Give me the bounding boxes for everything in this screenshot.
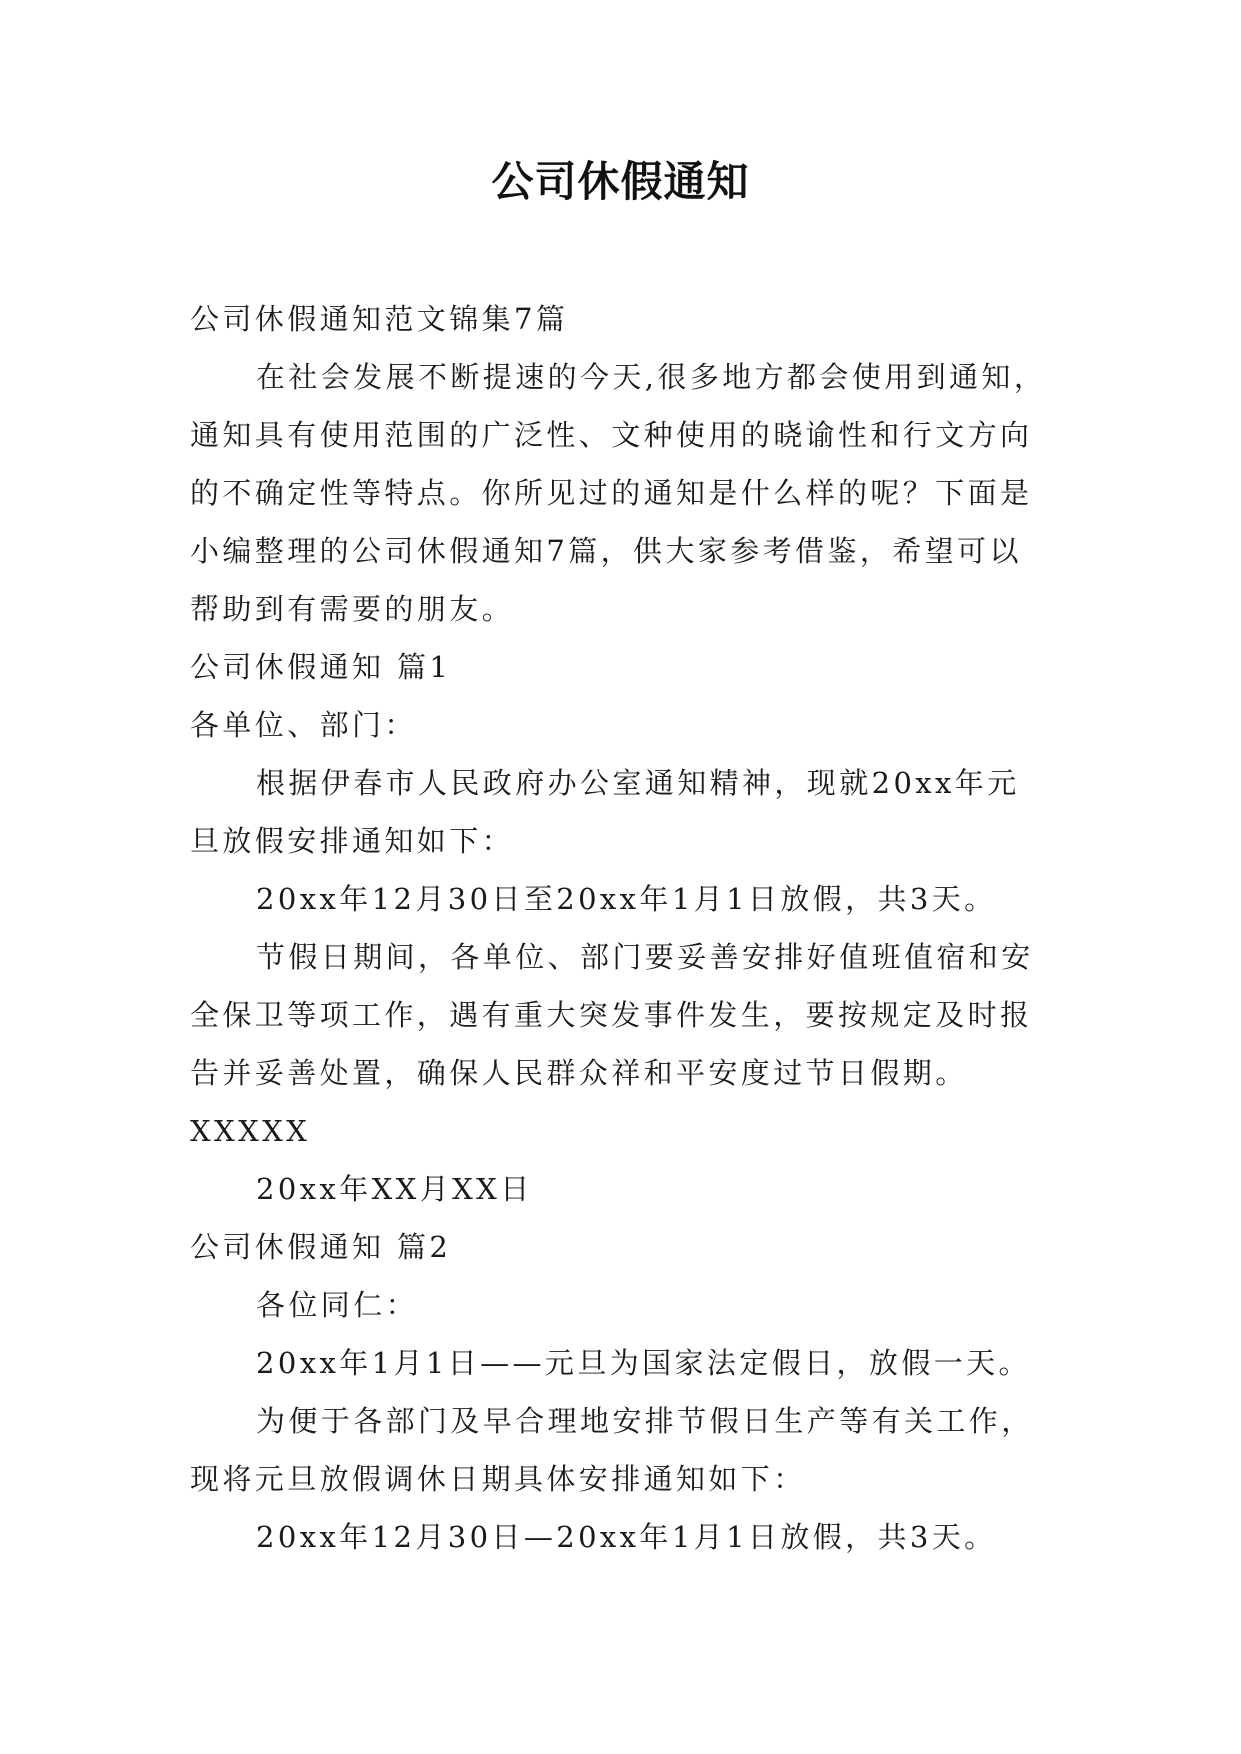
- paragraph-line: 为便于各部门及早合理地安排节假日生产等有关工作，: [256, 1404, 1034, 1438]
- intro-paragraph-line: 帮助到有需要的朋友。: [190, 592, 515, 626]
- intro-paragraph-line: 在社会发展不断提速的今天,很多地方都会使用到通知，: [256, 360, 1047, 394]
- paragraph-line: 告并妥善处置，确保人民群众祥和平安度过节日假期。: [190, 1056, 968, 1090]
- paragraph-line: 20xx年1月1日——元旦为国家法定假日，放假一天。: [256, 1346, 1031, 1380]
- salutation: 各单位、部门：: [190, 708, 417, 742]
- signature-name: XXXXX: [190, 1114, 311, 1148]
- salutation: 各位同仁：: [256, 1288, 419, 1322]
- section-heading-1: 公司休假通知 篇1: [190, 650, 452, 684]
- paragraph-line: 全保卫等项工作，遇有重大突发事件发生，要按规定及时报: [190, 998, 1033, 1032]
- paragraph-line: 根据伊春市人民政府办公室通知精神，现就20xx年元: [256, 766, 1020, 800]
- paragraph-line: 现将元旦放假调休日期具体安排通知如下：: [190, 1462, 806, 1496]
- document-subtitle: 公司休假通知范文锦集7篇: [190, 302, 569, 336]
- document-body: [190, 290, 1050, 1566]
- intro-paragraph-line: 的不确定性等特点。你所见过的通知是什么样的呢？下面是: [190, 476, 1033, 510]
- intro-paragraph-line: 小编整理的公司休假通知7篇，供大家参考借鉴，希望可以: [190, 534, 1022, 568]
- document-title: 公司休假通知: [491, 157, 750, 206]
- paragraph-line: 20xx年12月30日至20xx年1月1日放假，共3天。: [256, 882, 997, 916]
- signature-date: 20xx年XX月XX日: [256, 1172, 533, 1206]
- paragraph-line: 节假日期间，各单位、部门要妥善安排好值班值宿和安: [256, 940, 1034, 974]
- paragraph-line: 20xx年12月30日—20xx年1月1日放假，共3天。: [256, 1520, 997, 1554]
- paragraph-line: 旦放假安排通知如下：: [190, 824, 515, 858]
- section-heading-2: 公司休假通知 篇2: [190, 1230, 452, 1264]
- intro-paragraph-line: 通知具有使用范围的广泛性、文种使用的晓谕性和行文方向: [190, 418, 1033, 452]
